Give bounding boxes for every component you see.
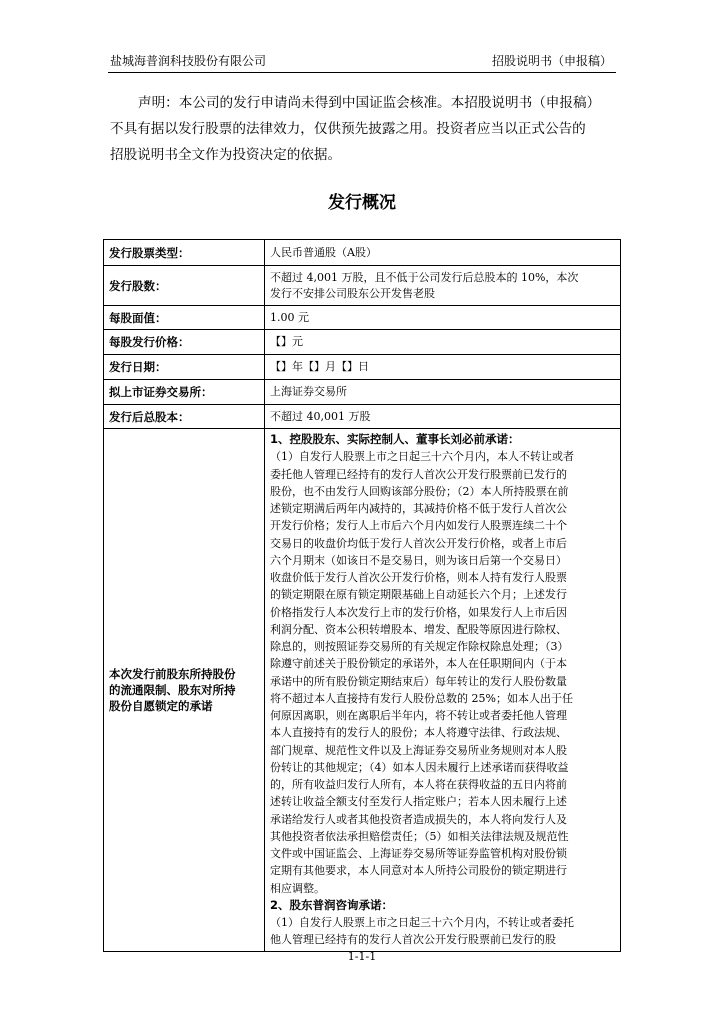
row-value-line: 不超过 40,001 万股 xyxy=(270,409,371,423)
disclaimer-line: 不具有据以发行股票的法律效力，仅供预先披露之用。投资者应当以正式公告的 xyxy=(110,121,586,137)
commitment-line: 何原因离职，则在离职后半年内，将不转让或者委托他人管理 xyxy=(270,709,567,722)
commitment-line: 份转让的其他规定；（4）如本人因未履行上述承诺而获得收益 xyxy=(270,760,569,774)
commitment-section1-heading: 1、控股股东、实际控制人、董事长刘必前承诺： xyxy=(270,432,520,446)
row-value-line: 【】元 xyxy=(270,335,303,348)
row-key: 发行股票类型： xyxy=(104,240,265,266)
row-key: 拟上市证券交易所： xyxy=(104,380,265,405)
commitment-line: 开发行价格；发行人上市后六个月内如发行人股票连续二十个 xyxy=(270,519,567,533)
commitment-line: （1）自发行人股票上市之日起三十六个月内，本人不转让或者 xyxy=(270,450,574,464)
commitment-line: 交易日的收盘价均低于发行人首次公开发行价格，或者上市后 xyxy=(270,536,567,550)
commitment-line: 述转让收益全额支付至发行人指定账户；若本人因未履行上述 xyxy=(270,795,567,809)
commitment-line: 的，所有收益归发行人所有，本人将在获得收益的五日内将前 xyxy=(270,778,567,791)
commitment-line: （1）自发行人股票上市之日起三十六个月内，不转让或者委托 xyxy=(270,916,574,929)
table-row xyxy=(104,240,621,266)
page-number: 1-1-1 xyxy=(347,950,377,963)
commitment-line: 相应调整。 xyxy=(270,881,325,895)
row-key: 发行后总股本： xyxy=(104,405,265,429)
commitment-row-value xyxy=(265,429,621,952)
row-value xyxy=(265,330,621,355)
row-value-line: 发行不安排公司股东公开发售老股 xyxy=(270,286,435,300)
table-row xyxy=(104,355,621,380)
issuance-overview-table xyxy=(103,239,621,952)
table-row xyxy=(104,405,621,429)
row-value xyxy=(265,380,621,405)
commitment-line: 承诺中的所有股份锁定期结束后）每年转让的发行人股份数量 xyxy=(270,674,567,688)
commitment-row-key xyxy=(104,429,265,952)
commitment-line: 除息的，则按照证券交易所的有关规定作除权除息处理；（3） xyxy=(270,640,569,653)
row-value xyxy=(265,240,621,266)
disclaimer-line: 招股说明书全文作为投资决定的依据。 xyxy=(110,147,342,163)
row-value-line: 【】年【】月【】日 xyxy=(270,360,369,373)
commitment-key-line: 的流通限制、股东对所持 xyxy=(109,682,236,697)
header-rule xyxy=(108,72,616,73)
commitment-line: 收盘价低于发行人首次公开发行价格，则本人持有发行人股票 xyxy=(270,571,567,584)
disclaimer-line: 声明：本公司的发行申请尚未得到中国证监会核准。本招股说明书（申报稿） xyxy=(138,95,601,111)
row-key: 每股发行价格： xyxy=(104,330,265,355)
commitment-line: 述锁定期满后两年内减持的，其减持价格不低于发行人首次公 xyxy=(270,502,567,515)
disclaimer-paragraph xyxy=(110,90,616,168)
commitment-line: 将不超过本人直接持有发行人股份总数的 25%；如本人出于任 xyxy=(270,691,573,705)
row-value xyxy=(265,266,621,306)
commitment-key-line: 股份自愿锁定的承诺 xyxy=(109,698,213,713)
row-key: 发行股数： xyxy=(104,266,265,306)
section-title: 发行概况 xyxy=(328,193,396,213)
row-value xyxy=(265,355,621,380)
row-value-line: 不超过 4,001 万股，且不低于公司发行后总股本的 10%，本次 xyxy=(270,270,579,284)
commitment-line: 本人直接持有的发行人的股份；本人将遵守法律、行政法规、 xyxy=(270,726,567,740)
commitment-line: 委托他人管理已经持有的发行人首次公开发行股票前已发行的 xyxy=(270,467,567,481)
header-document-title: 招股说明书（申报稿） xyxy=(491,54,612,68)
commitment-line: 承诺给发行人或者其他投资者造成损失的，本人将向发行人及 xyxy=(270,812,567,826)
row-value-line: 人民币普通股（A股） xyxy=(270,245,377,259)
table-row xyxy=(104,380,621,405)
commitment-line: 六个月期末（如该日不是交易日，则为该日后第一个交易日） xyxy=(270,553,567,567)
commitment-line: 其他投资者依法承担赔偿责任；（5）如相关法律法规及规范性 xyxy=(270,829,569,843)
commitment-line: 利润分配、资本公积转增股本、增发、配股等原因进行除权、 xyxy=(270,622,567,636)
row-value xyxy=(265,405,621,429)
table-row xyxy=(104,330,621,355)
table-row xyxy=(104,266,621,306)
commitment-line: 他人管理已经持有的发行人首次公开发行股票前已发行的股 xyxy=(270,933,556,947)
row-value-line: 上海证券交易所 xyxy=(270,385,347,398)
commitment-line: 的锁定期限在原有锁定期限基础上自动延长六个月；上述发行 xyxy=(270,588,567,602)
row-key: 发行日期： xyxy=(104,355,265,380)
header-company-name: 盐城海普润科技股份有限公司 xyxy=(110,54,267,68)
row-value-line: 1.00 元 xyxy=(270,310,309,324)
row-key: 每股面值： xyxy=(104,306,265,330)
commitment-line: 文件或中国证监会、上海证券交易所等证券监管机构对股份锁 xyxy=(270,847,567,860)
page-header xyxy=(108,52,616,72)
commitment-section2-heading: 2、股东普润咨询承诺： xyxy=(270,897,394,912)
table-row xyxy=(104,306,621,330)
row-value xyxy=(265,306,621,330)
commitment-line: 价格指发行人本次发行上市的发行价格，如果发行人上市后因 xyxy=(270,605,567,619)
commitment-line: 部门规章、规范性文件以及上海证券交易所业务规则对本人股 xyxy=(270,743,567,757)
commitment-line: 股份，也不由发行人回购该部分股份；（2）本人所持股票在前 xyxy=(270,484,569,498)
commitment-line: 定期有其他要求，本人同意对本人所持公司股份的锁定期进行 xyxy=(270,864,567,878)
commitment-line: 除遵守前述关于股份锁定的承诺外，本人在任职期间内（于本 xyxy=(270,657,567,671)
table-row-commitment xyxy=(104,429,621,952)
commitment-key-line: 本次发行前股东所持股份 xyxy=(109,666,236,681)
